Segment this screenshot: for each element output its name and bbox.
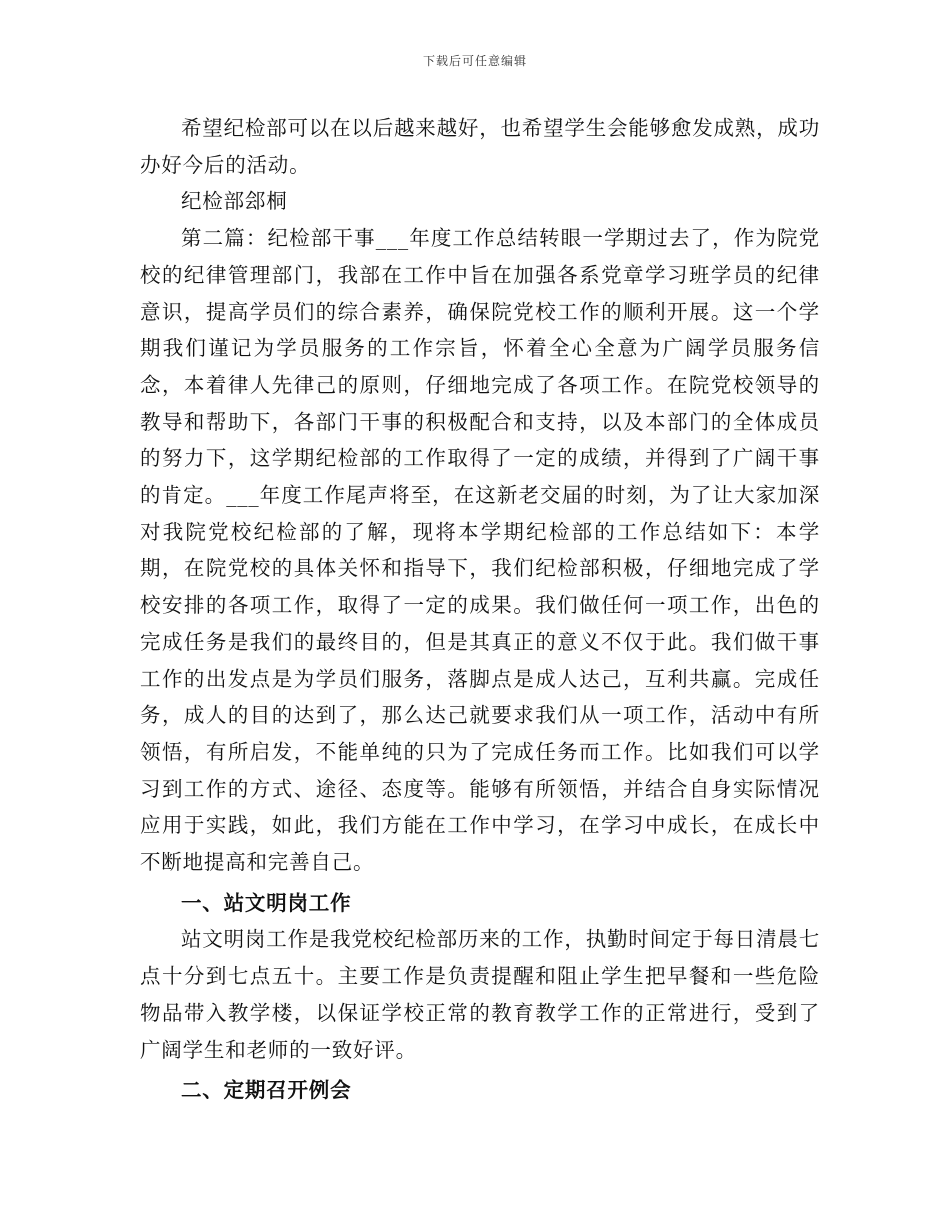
paragraph-closing-wish: 希望纪检部可以在以后越来越好，也希望学生会能够愈发成熟，成功办好今后的活动。 bbox=[140, 116, 820, 177]
section-heading-civility-post: 一、站文明岗工作 bbox=[181, 890, 352, 915]
page-header: 下载后可任意编辑 bbox=[422, 54, 527, 68]
paragraph-signature: 纪检部郐桐 bbox=[181, 189, 288, 214]
paragraph-second-article: 第二篇：纪检部干事___年度工作总结转眼一学期过去了，作为院党校的纪律管理部门，我部在工作中旨在加强各系党章学习班学员的纪律意识，提高学员们的综合素养，确保院党校工作的顺利开展。这一个学期我们谨记为学员服务的工作宗旨，怀着全心全意为广阔学员服务信念，本着律人先律己的原则，仔细地完成了各项工作。在院党校领导的教导和帮助下，各部门干事的积极配合和支持，以及本部门的全体成员的努力下，这学期纪检部的工作取得了一定的成绩，并得到了广阔干事的肯定。___年度工作尾声将至，在这新老交届的时刻，为了让大家加深对我院党校纪检部的了解，现将本学期纪检部的工作总结如下：本学期，在院党校的具体关怀和指导下，我们纪检部积极，仔细地完成了学校安排的各项工作，取得了一定的成果。我们做任何一项工作，出色的完成任务是我们的最终目的，但是其真正的意义不仅于此。我们做干事工作的出发点是为学员们服务，落脚点是成人达己，互利共赢。完成任务，成人的目的达到了，那么达己就要求我们从一项工作，活动中有所领悟，有所启发，不能单纯的只为了完成任务而工作。比如我们可以学习到工作的方式、途径、态度等。能够有所领悟，并结合自身实际情况应用于实践，如此，我们方能在工作中学习，在学习中成长，在成长中不断地提高和完善自己。 bbox=[140, 226, 820, 875]
section-heading-regular-meetings: 二、定期召开例会 bbox=[181, 1078, 352, 1103]
document-body bbox=[140, 110, 820, 1109]
paragraph-civility-post: 站文明岗工作是我党校纪检部历来的工作，执勤时间定于每日清晨七点十分到七点五十。主要工作是负责提醒和阻止学生把早餐和一些危险物品带入教学楼，以保证学校正常的教育教学工作的正常进行，受到了广阔学生和老师的一致好评。 bbox=[140, 927, 820, 1062]
